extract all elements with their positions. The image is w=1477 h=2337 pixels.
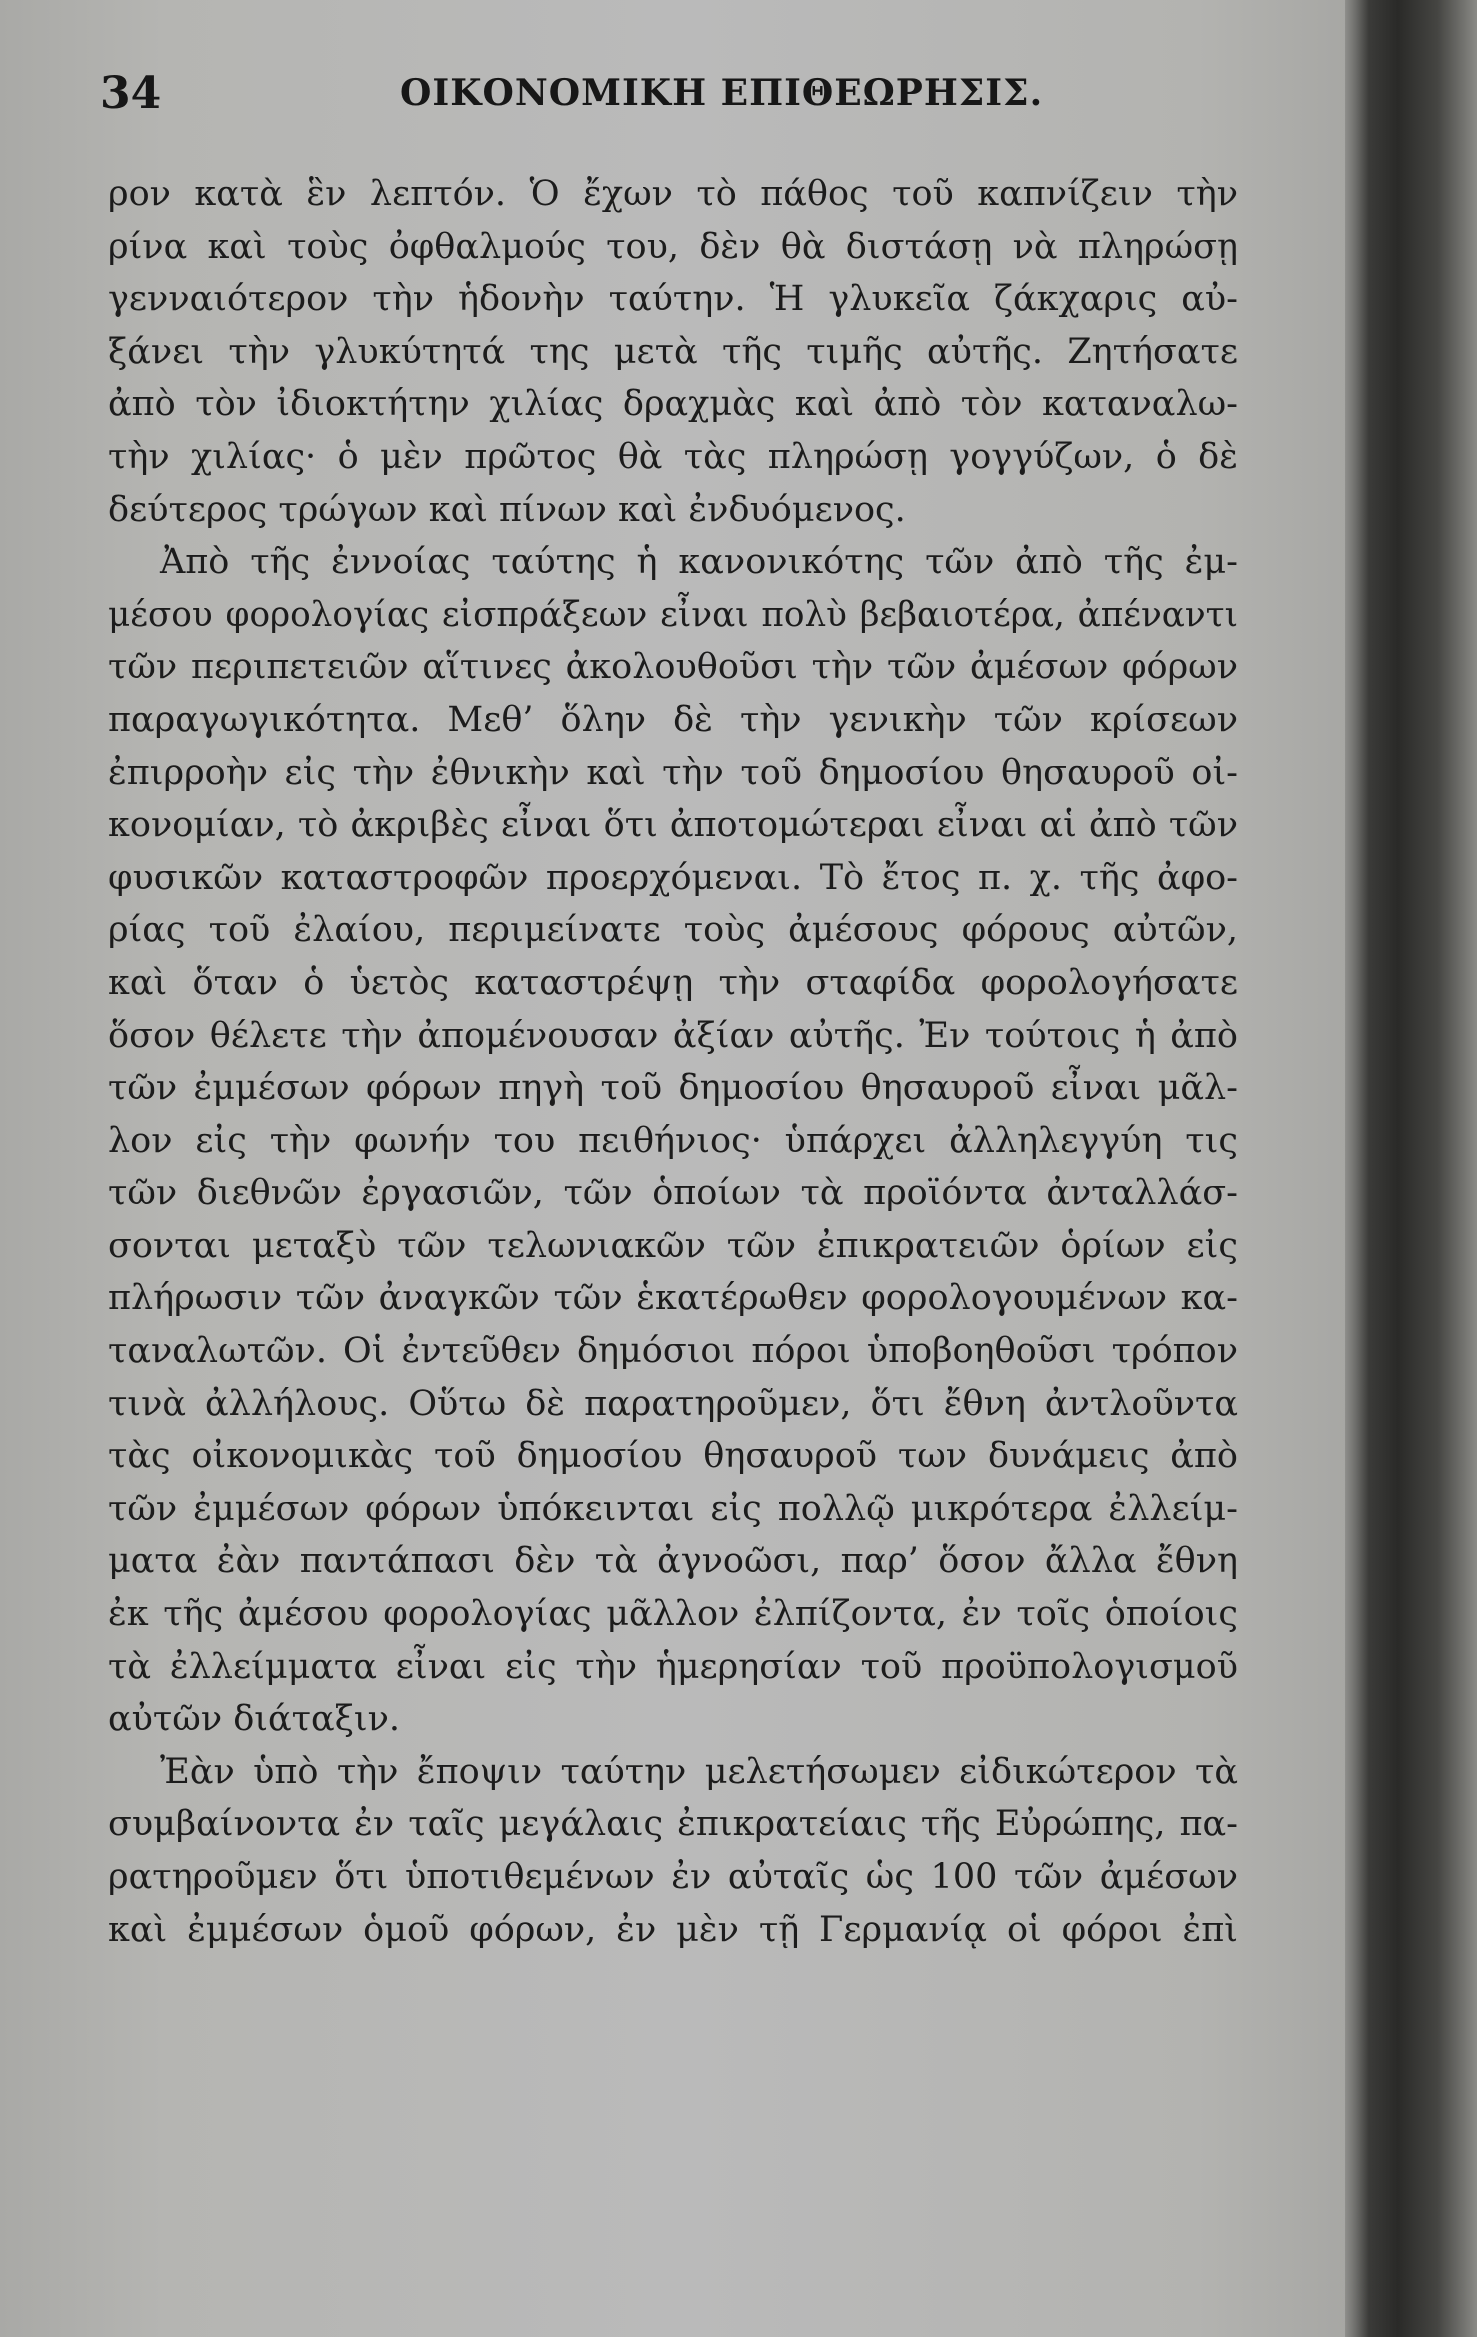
text-line: ρατηροῦμεν ὅτι ὑποτιθεμένων ἐν αὐταῖς ὡς 100 τῶν ἀμέσων bbox=[108, 1857, 1238, 1897]
text-line: ἐκ τῆς ἀμέσου φορολογίας μᾶλλον ἐλπίζοντα, ἐν τοῖς ὁποίοις bbox=[108, 1594, 1238, 1635]
text-line: τῶν ἐμμέσων φόρων πηγὴ τοῦ δημοσίου θησαυροῦ εἶναι μᾶλ- bbox=[108, 1068, 1238, 1109]
text-line: καὶ ἐμμέσων ὁμοῦ φόρων, ἐν μὲν τῇ Γερμανίᾳ οἱ φόροι ἐπὶ bbox=[108, 1909, 1238, 1950]
text-line: Ἀπὸ τῆς ἐννοίας ταύτης ἡ κανονικότης τῶν ἀπὸ τῆς ἐμ- bbox=[160, 542, 1238, 583]
text-line: τῶν διεθνῶν ἐργασιῶν, τῶν ὁποίων τὰ προϊόντα ἀνταλλάσ- bbox=[108, 1173, 1238, 1214]
text-line: ρον κατὰ ἓν λεπτόν. Ὁ ἔχων τὸ πάθος τοῦ καπνίζειν τὴν bbox=[108, 174, 1238, 214]
text-line: κονομίαν, τὸ ἀκριβὲς εἶναι ὅτι ἀποτομώτεραι εἶναι αἱ ἀπὸ τῶν bbox=[108, 805, 1238, 846]
text-line: τῶν ἐμμέσων φόρων ὑπόκεινται εἰς πολλῷ μικρότερα ἐλλείμ- bbox=[108, 1488, 1238, 1529]
text-line: τὰς οἰκονομικὰς τοῦ δημοσίου θησαυροῦ των δυνάμεις ἀπὸ bbox=[108, 1436, 1238, 1477]
text-line: φυσικῶν καταστροφῶν προερχόμεναι. Τὸ ἔτος π. χ. τῆς ἀφο- bbox=[108, 857, 1238, 898]
text-line: Ἐὰν ὑπὸ τὴν ἔποψιν ταύτην μελετήσωμεν εἰδικώτερον τὰ bbox=[160, 1751, 1238, 1792]
text-line: συμβαίνοντα ἐν ταῖς μεγάλαις ἐπικρατείαις τῆς Εὐρώπης, πα- bbox=[108, 1804, 1238, 1845]
text-line: ρίας τοῦ ἐλαίου, περιμείνατε τοὺς ἀμέσους φόρους αὐτῶν, bbox=[108, 910, 1238, 951]
text-line: ρίνα καὶ τοὺς ὀφθαλμούς του, δὲν θὰ διστάσῃ νὰ πληρώσῃ bbox=[108, 226, 1238, 267]
text-line: τῶν περιπετειῶν αἵτινες ἀκολουθοῦσι τὴν τῶν ἀμέσων φόρων bbox=[108, 647, 1238, 688]
text-line: ματα ἐὰν παντάπασι δὲν τὰ ἀγνοῶσι, παρ’ ὅσον ἄλλα ἔθνη bbox=[108, 1541, 1238, 1582]
text-line: δεύτερος τρώγων καὶ πίνων καὶ ἐνδυόμενος. bbox=[108, 489, 906, 530]
text-line: ἀπὸ τὸν ἰδιοκτήτην χιλίας δραχμὰς καὶ ἀπὸ τὸν καταναλω- bbox=[108, 384, 1238, 425]
book-gutter-shadow bbox=[1345, 0, 1477, 2337]
text-line: μέσου φορολογίας εἰσπράξεων εἶναι πολὺ βεβαιοτέρα, ἀπέναντι bbox=[108, 594, 1238, 635]
page-number: 34 bbox=[100, 68, 162, 119]
text-line: παραγωγικότητα. Μεθ’ ὅλην δὲ τὴν γενικὴν τῶν κρίσεων bbox=[108, 699, 1238, 740]
text-line: ταναλωτῶν. Οἱ ἐντεῦθεν δημόσιοι πόροι ὑποβοηθοῦσι τρόπον bbox=[108, 1331, 1238, 1372]
text-line: γενναιότερον τὴν ἡδονὴν ταύτην. Ἡ γλυκεῖα ζάκχαρις αὐ- bbox=[108, 279, 1238, 320]
text-line: τὰ ἐλλείμματα εἶναι εἰς τὴν ἡμερησίαν τοῦ προϋπολογισμοῦ bbox=[108, 1646, 1238, 1687]
text-line: ἐπιρροὴν εἰς τὴν ἐθνικὴν καὶ τὴν τοῦ δημοσίου θησαυροῦ οἰ- bbox=[108, 752, 1238, 793]
text-line: λον εἰς τὴν φωνήν του πειθήνιος· ὑπάρχει ἀλληλεγγύη τις bbox=[108, 1120, 1238, 1161]
text-line: ξάνει τὴν γλυκύτητά της μετὰ τῆς τιμῆς αὐτῆς. Ζητήσατε bbox=[108, 331, 1238, 372]
text-line: τὴν χιλίας· ὁ μὲν πρῶτος θὰ τὰς πληρώσῃ γογγύζων, ὁ δὲ bbox=[108, 436, 1238, 477]
running-head: ΟΙΚΟΝΟΜΙΚΗ ΕΠΙΘΕΩΡΗΣΙΣ. bbox=[400, 72, 1044, 114]
text-line: τινὰ ἀλλήλους. Οὕτω δὲ παρατηροῦμεν, ὅτι ἔθνη ἀντλοῦντα bbox=[108, 1383, 1238, 1424]
text-line: αὐτῶν διάταξιν. bbox=[108, 1699, 401, 1740]
body-text bbox=[108, 168, 1238, 1956]
text-line: ὅσον θέλετε τὴν ἀπομένουσαν ἀξίαν αὐτῆς. Ἐν τούτοις ἡ ἀπὸ bbox=[108, 1015, 1238, 1056]
text-line: σονται μεταξὺ τῶν τελωνιακῶν τῶν ἐπικρατειῶν ὁρίων εἰς bbox=[108, 1225, 1238, 1266]
page-header bbox=[100, 68, 1250, 128]
text-line: καὶ ὅταν ὁ ὑετὸς καταστρέψῃ τὴν σταφίδα φορολογήσατε bbox=[108, 962, 1238, 1003]
text-line: πλήρωσιν τῶν ἀναγκῶν τῶν ἑκατέρωθεν φορολογουμένων κα- bbox=[108, 1278, 1238, 1319]
